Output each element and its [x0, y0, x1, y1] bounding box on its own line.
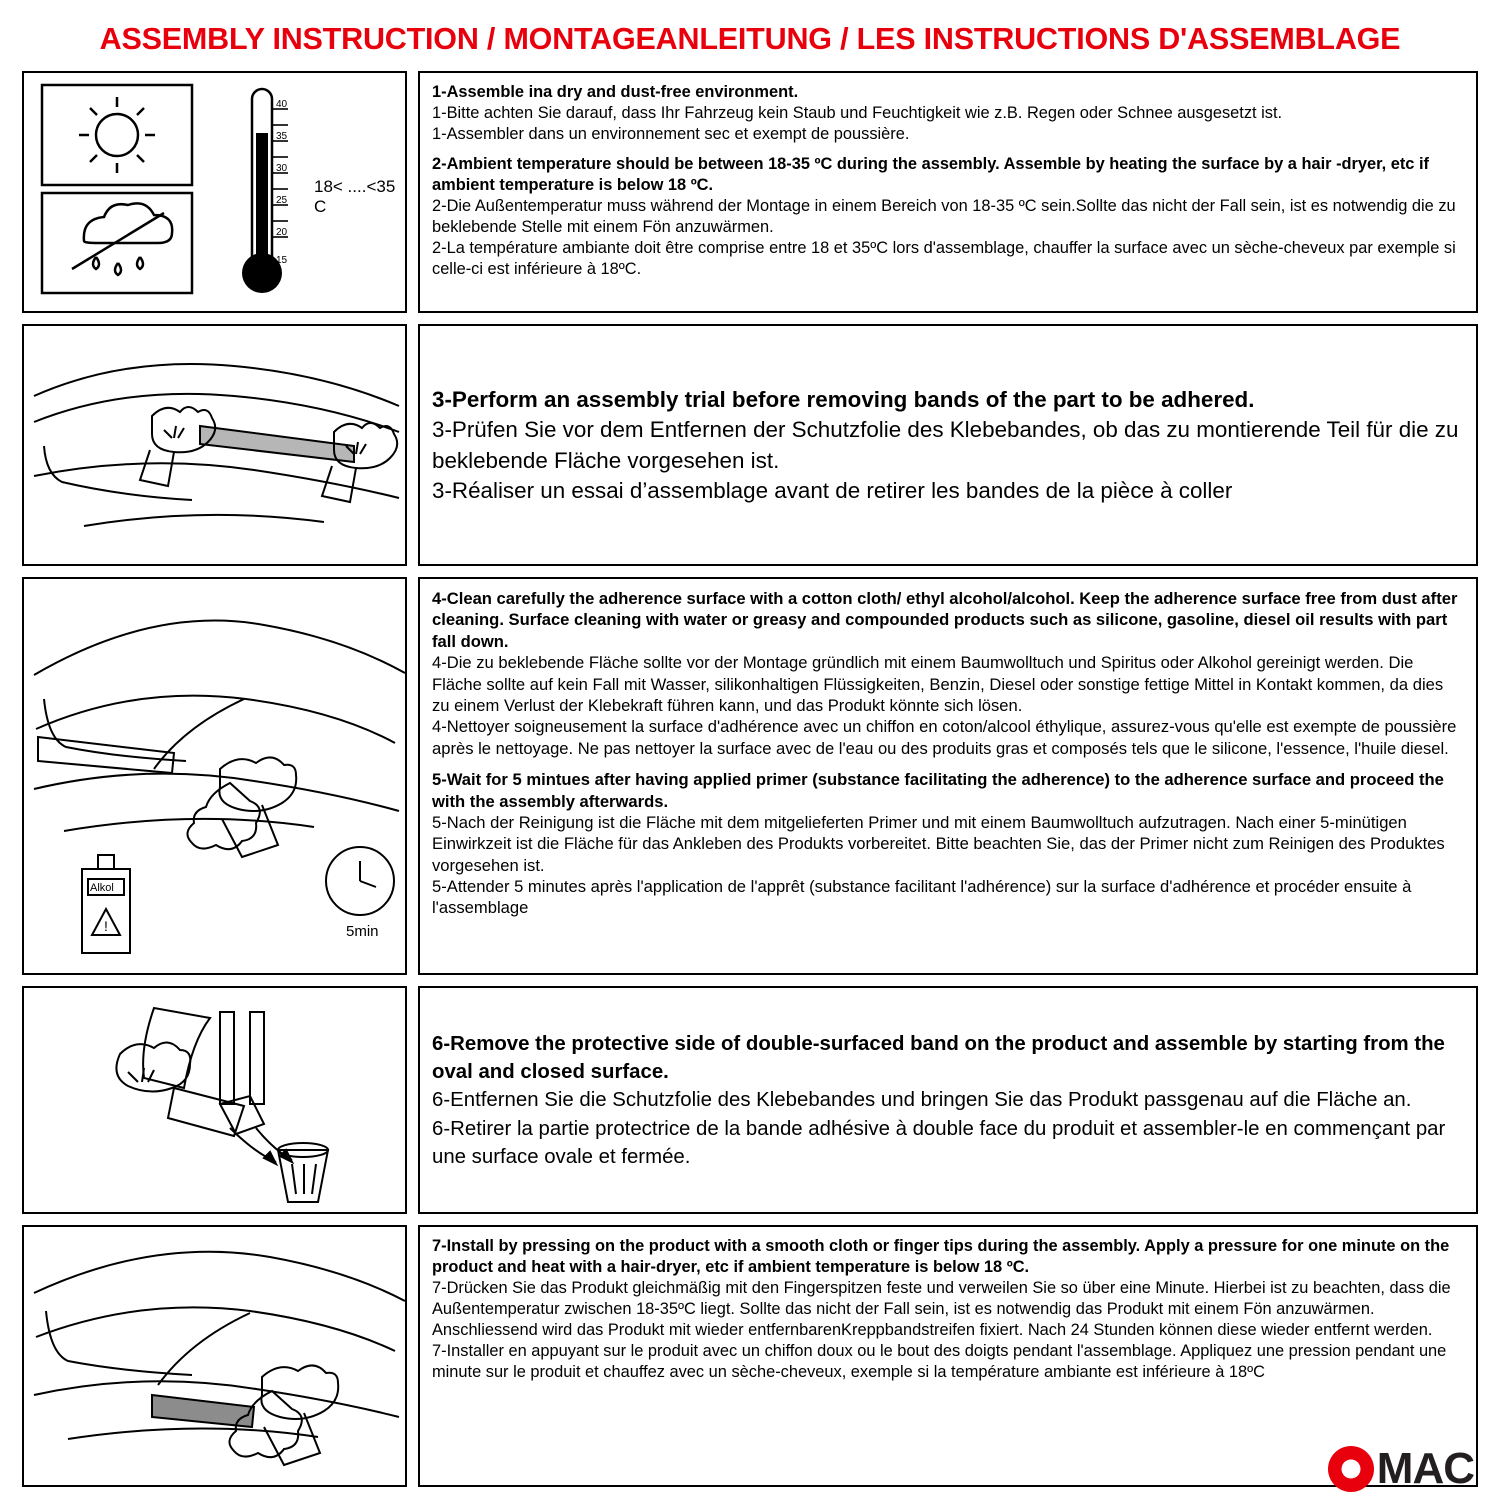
steps-list — [22, 71, 1478, 1487]
bottle-label-text: Alkol — [90, 882, 114, 894]
svg-text:35: 35 — [276, 131, 288, 142]
figure-press-product — [22, 1225, 407, 1487]
step-6-text — [418, 986, 1478, 1214]
step-6-fr: 6-Retirer la partie protectrice de la bande adhésive à double face du produit et assembler-le en commençant par une surface ovale et fermée. — [432, 1117, 1446, 1168]
step-4-de: 4-Die zu beklebende Fläche sollte vor der Montage gründlich mit einem Baumwolltuch und Spiritus oder Alkohol gereinigt werden. Die Fläche sollte auf kein Fall mit Wasser, silikonhaltigen Flüssigkeiten, Benzin, Diesel oder sonstige fettige Mittel in Kontakt kommen, da dies zu einem Verlust der Klebekraft führen kann, und das Produkt könnte sich lösen. — [432, 653, 1444, 715]
step-7-en: 7-Install by pressing on the product with a smooth cloth or finger tips during the assembly. Apply a pressure for one minute on the product and heat with a hair-dryer, etc if ambient temperature is below 18 ºC. — [432, 1237, 1450, 1277]
figure-dry-environment-temperature — [22, 71, 407, 313]
step-5-de: 5-Nach der Reinigung ist die Fläche mit dem mitgelieferten Primer und mit einem Baumwolltuch aufzutragen. Nach einer 5-minütigen Einwirkzeit ist die Fläche für das Ankleben des Produkts vorbereitet. Bitte beachten Sie, das der Primer nicht zum Reinigen des Produktes vorgesehen ist. — [432, 812, 1445, 875]
step-5-en: 5-Wait for 5 mintues after having applied primer (substance facilitating the adherence) to the adherence surface and proceed the with the assembly afterwards. — [432, 770, 1444, 811]
step-3-fr: 3-Réaliser un essai d’assemblage avant de retirer les bandes de la pièce à coller — [432, 477, 1233, 503]
step-4-5-text — [418, 577, 1478, 975]
instruction-row-2 — [22, 324, 1478, 566]
step-3-text — [418, 324, 1478, 566]
figure-assembly-trial — [22, 324, 407, 566]
svg-text:20: 20 — [276, 227, 288, 238]
step-1-de: 1-Bitte achten Sie darauf, dass Ihr Fahrzeug kein Staub und Feuchtigkeit wie z.B. Regen oder Schnee ausgesetzt ist. — [432, 103, 1283, 122]
instruction-row-1 — [22, 71, 1478, 313]
logo-text: MAC — [1376, 1444, 1474, 1493]
omac-logo — [1328, 1446, 1474, 1492]
step-7-text — [418, 1225, 1478, 1487]
instruction-row-4 — [22, 986, 1478, 1214]
page-title: ASSEMBLY INSTRUCTION / MONTAGEANLEITUNG / LES INSTRUCTIONS D'ASSEMBLAGE — [99, 22, 1401, 56]
svg-text:30: 30 — [276, 163, 288, 174]
step-2-fr: 2-La température ambiante doit être comprise entre 18 et 35ºC lors d'assemblage, chauffer la surface avec un sèche-cheveux par exemple si celle-ci est inférieure à 18ºC. — [432, 238, 1456, 278]
clock-time-label: 5min — [346, 923, 379, 940]
logo-o-icon — [1328, 1446, 1374, 1492]
step-6-de: 6-Entfernen Sie die Schutzfolie des Klebebandes und bringen Sie das Produkt passgenau auf die Fläche an. — [432, 1089, 1412, 1112]
instruction-row-5 — [22, 1225, 1478, 1487]
temperature-range-label: 18< ....<35 C — [314, 177, 396, 216]
step-1-2-text — [418, 71, 1478, 313]
step-4-fr: 4-Nettoyer soigneusement la surface d'adhérence avec un chiffon en coton/alcool éthylique, assurez-vous qu'elle est exempte de poussière après le nettoyage. Ne pas nettoyer la surface avec de l'eau ou des produits gras et composés tels que le silicone, l'essence, l'huile diesel. — [432, 717, 1457, 758]
svg-text:!: ! — [104, 918, 108, 934]
figure-clean-surface — [22, 577, 407, 975]
step-6-en: 6-Remove the protective side of double-surfaced band on the product and assemble by starting from the oval and closed surface. — [432, 1033, 1445, 1084]
svg-text:25: 25 — [276, 195, 288, 206]
step-7-de: 7-Drücken Sie das Produkt gleichmäßig mit den Fingerspitzen feste und verweilen Sie so über eine Minute. Hierbei ist zu beachten, dass die Außentemperatur zwischen 18-35ºC liegt. Sollte das nicht der Fall sein, ist es notwendig das Produkt mit einem Fön anzuwärmen. Anschliessend wird das Produkt mit wieder entfernbarenKreppbandstreifen fixiert. Nach 24 Stunden können diese wieder entfernt werden. — [432, 1279, 1451, 1340]
step-5-fr: 5-Attender 5 minutes après l'application de l'apprêt (substance facilitant l'adhérence) sur la surface d'adhérence et procéder ensuite à l'assemblage — [432, 877, 1412, 918]
step-1-en: 1-Assemble ina dry and dust-free environment. — [432, 83, 799, 101]
step-4-en: 4-Clean carefully the adherence surface with a cotton cloth/ ethyl alcohol/alcohol. Keep the adherence surface free from dust after cleaning. Surface cleaning with water or greasy and compounded products such as silicone, gasoline, diesel oil results with part fall down. — [432, 589, 1458, 651]
step-7-fr: 7-Installer en appuyant sur le produit avec un chiffon doux ou le bout des doigts pendant l'assemblage. Appliquez une pression pendant une minute sur le produit et chauffez avec un sèche-cheveux, exemple si la température ambiante est inférieure à 18ºC — [432, 1342, 1447, 1382]
instruction-row-3 — [22, 577, 1478, 975]
step-1-fr: 1-Assembler dans un environnement sec et exempt de poussière. — [432, 124, 910, 143]
svg-text:40: 40 — [276, 99, 288, 110]
step-3-en: 3-Perform an assembly trial before removing bands of the part to be adhered. — [432, 386, 1255, 412]
figure-remove-protective-film — [22, 986, 407, 1214]
step-3-de: 3-Prüfen Sie vor dem Entfernen der Schutzfolie des Klebebandes, ob das zu montierende Teil für die zu beklebende Fläche vorgesehen ist. — [432, 417, 1459, 473]
step-2-de: 2-Die Außentemperatur muss während der Montage in einem Bereich von 18-35 ºC sein.Sollte das nicht der Fall sein, ist es notwendig die zu beklebende Stelle mit einem Fön anzuwärmen. — [432, 197, 1456, 236]
svg-text:15: 15 — [276, 255, 288, 266]
step-2-en: 2-Ambient temperature should be between 18-35 ºC during the assembly. Assemble by heating the surface by a hair -dryer, etc if ambient temperature is below 18 ºC. — [432, 155, 1429, 195]
